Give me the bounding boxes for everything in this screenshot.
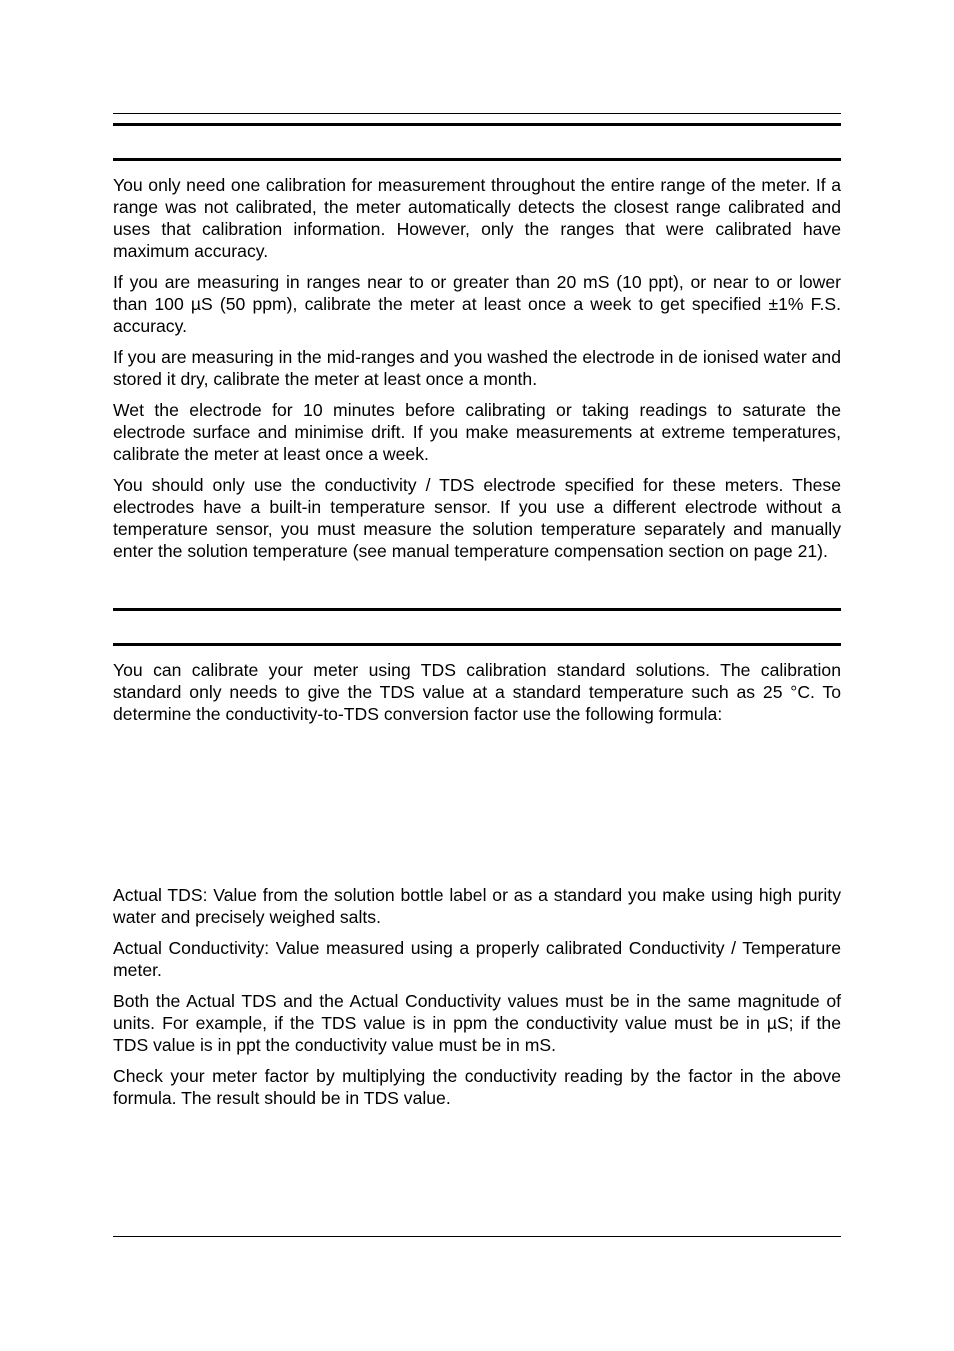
footer-rule [113,1236,841,1237]
section1-heading-top-rule [113,123,841,126]
section2-paragraph: Actual Conductivity: Value measured using a properly calibrated Conductivity / Temperature meter. [113,938,841,980]
section2-heading-top-rule [113,608,841,611]
section2-intro-block [113,659,841,734]
section2-paragraph: Actual TDS: Value from the solution bottle label or as a standard you make using high purity water and precisely weighed salts. [113,885,841,927]
section1-paragraph: You should only use the conductivity / TDS electrode specified for these meters. These electrodes have a built-in temperature sensor. If you use a different electrode without a temperature sensor, you must measure the solution temperature separately and manually enter the solution temperature (see manual temperature compensation section on page 21). [113,475,841,561]
section1-body [113,174,841,571]
section1-paragraph: If you are measuring in the mid-ranges and you washed the electrode in de ionised water and stored it dry, calibrate the meter at least once a month. [113,347,841,389]
section2-paragraph: Check your meter factor by multiplying the conductivity reading by the factor in the above formula. The result should be in TDS value. [113,1066,841,1108]
formula-area [113,760,841,870]
section1-paragraph: Wet the electrode for 10 minutes before calibrating or taking readings to saturate the electrode surface and minimise drift. If you make measurements at extreme temperatures, calibrate the meter at least once a week. [113,400,841,464]
section2-heading-bottom-rule [113,643,841,646]
header-rule [113,113,841,114]
section2-body [113,884,841,1118]
section1-paragraph: If you are measuring in ranges near to or greater than 20 mS (10 ppt), or near to or lower than 100 µS (50 ppm), calibrate the meter at least once a week to get specified ±1% F.S. accuracy. [113,272,841,336]
section1-paragraph: You only need one calibration for measurement throughout the entire range of the meter. If a range was not calibrated, the meter automatically detects the closest range calibrated and uses that calibration information. However, only the ranges that were calibrated have maximum accuracy. [113,175,841,261]
section2-paragraph: Both the Actual TDS and the Actual Conductivity values must be in the same magnitude of units. For example, if the TDS value is in ppm the conductivity value must be in µS; if the TDS value is in ppt the conductivity value must be in mS. [113,991,841,1055]
section1-heading-bottom-rule [113,158,841,161]
section2-intro: You can calibrate your meter using TDS calibration standard solutions. The calibration standard only needs to give the TDS value at a standard temperature such as 25 °C. To determine the conductivity-to-TDS conversion factor use the following formula: [113,660,841,724]
